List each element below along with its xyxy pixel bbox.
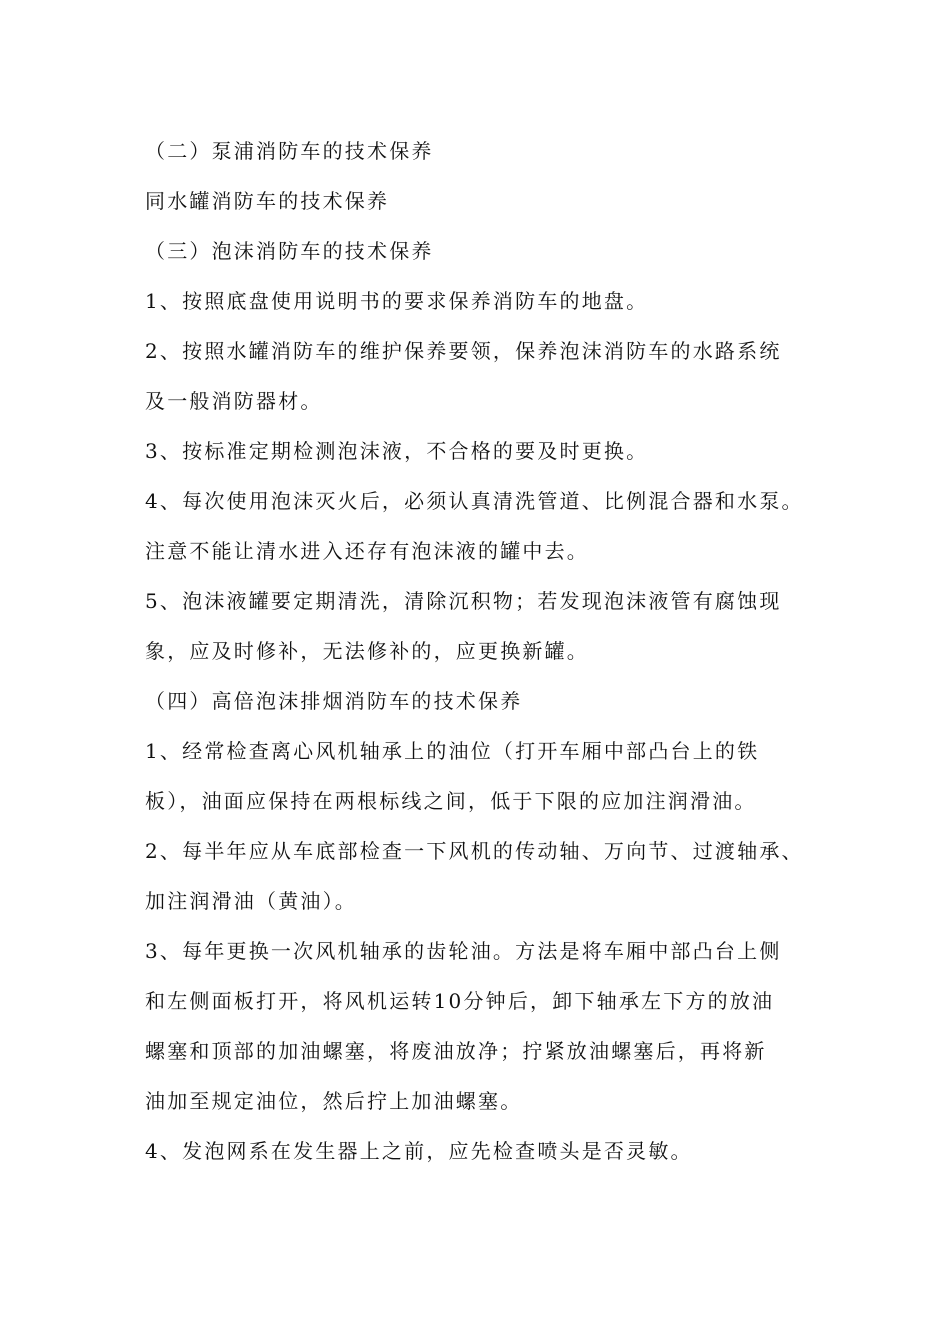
list-item-4: 4、每次使用泡沫灭火后，必须认真清洗管道、比例混合器和水泵。 bbox=[145, 489, 804, 513]
list-item-1: 1、经常检查离心风机轴承上的油位（打开车厢中部凸台上的铁 bbox=[145, 739, 760, 763]
list-item-2: 2、每半年应从车底部检查一下风机的传动轴、万向节、过渡轴承、 bbox=[145, 839, 804, 863]
list-item-1-continued: 板），油面应保持在两根标线之间，低于下限的应加注润滑油。 bbox=[145, 789, 757, 813]
list-item-1: 1、按照底盘使用说明书的要求保养消防车的地盘。 bbox=[145, 289, 649, 313]
list-item-5-continued: 象，应及时修补，无法修补的，应更换新罐。 bbox=[145, 639, 589, 663]
list-item-2-continued: 及一般消防器材。 bbox=[145, 389, 323, 413]
list-item-4-continued: 注意不能让清水进入还存有泡沫液的罐中去。 bbox=[145, 539, 589, 563]
list-item-3: 3、按标准定期检测泡沫液，不合格的要及时更换。 bbox=[145, 439, 649, 463]
list-item-2: 2、按照水罐消防车的维护保养要领，保养泡沫消防车的水路系统 bbox=[145, 339, 782, 363]
list-item-5: 5、泡沫液罐要定期清洗，清除沉积物；若发现泡沫液管有腐蚀现 bbox=[145, 589, 782, 613]
paragraph-line: 同水罐消防车的技术保养 bbox=[145, 189, 390, 213]
list-item-4: 4、发泡网系在发生器上之前，应先检查喷头是否灵敏。 bbox=[145, 1139, 693, 1163]
list-item-3-continued: 螺塞和顶部的加油螺塞，将废油放净；拧紧放油螺塞后，再将新 bbox=[145, 1039, 767, 1063]
list-item-3-continued: 油加至规定油位，然后拧上加油螺塞。 bbox=[145, 1089, 523, 1113]
section-heading-pump-truck: （二）泵浦消防车的技术保养 bbox=[145, 139, 434, 163]
list-item-3-continued: 和左侧面板打开，将风机运转10分钟后，卸下轴承左下方的放油 bbox=[145, 989, 775, 1013]
list-item-3: 3、每年更换一次风机轴承的齿轮油。方法是将车厢中部凸台上侧 bbox=[145, 939, 782, 963]
section-heading-high-expansion-truck: （四）高倍泡沫排烟消防车的技术保养 bbox=[145, 689, 523, 713]
section-heading-foam-truck: （三）泡沫消防车的技术保养 bbox=[145, 239, 434, 263]
list-item-2-continued: 加注润滑油（黄油）。 bbox=[145, 889, 357, 913]
